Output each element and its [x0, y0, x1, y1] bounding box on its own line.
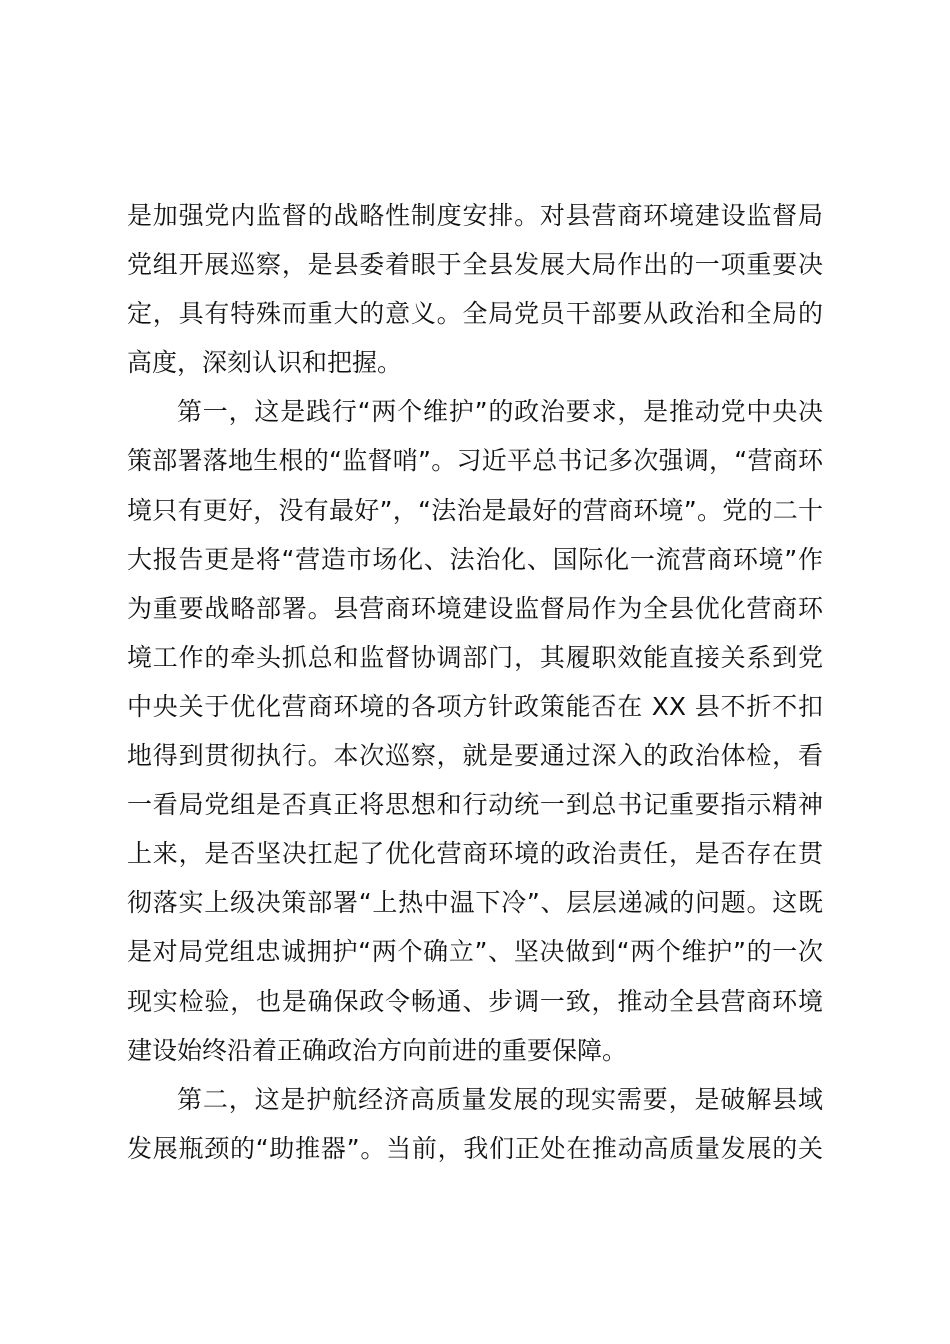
text-line: 第一，这是践行“两个维护”的政治要求，是推动党中央决	[177, 397, 823, 427]
text-line: 为重要战略部署。县营商环境建设监督局作为全县优化营商环	[127, 593, 823, 623]
text-line: 彻落实上级决策部署“上热中温下冷”、层层递减的问题。这既	[127, 888, 823, 918]
text-line: 上来，是否坚决扛起了优化营商环境的政治责任，是否存在贯	[127, 839, 823, 869]
text-line: 中央关于优化营商环境的各项方针政策能否在 XX 县不折不扣	[127, 691, 823, 721]
paragraph-3	[127, 1075, 823, 1173]
text-line: 境只有更好，没有最好”，“法治是最好的营商环境”。党的二十	[127, 495, 823, 525]
text-line: 高度，深刻认识和把握。	[127, 348, 403, 378]
body-text	[127, 191, 823, 1173]
text-line: 地得到贯彻执行。本次巡察，就是要通过深入的政治体检，看	[127, 741, 823, 771]
text-line: 境工作的牵头抓总和监督协调部门，其履职效能直接关系到党	[127, 642, 823, 672]
text-line: 一看局党组是否真正将思想和行动统一到总书记重要指示精神	[127, 790, 823, 820]
text-line: 现实检验，也是确保政令畅通、步调一致，推动全县营商环境	[127, 986, 823, 1016]
text-line: 是对局党组忠诚拥护“两个确立”、坚决做到“两个维护”的一次	[127, 937, 823, 967]
text-line: 发展瓶颈的“助推器”。当前，我们正处在推动高质量发展的关	[127, 1133, 823, 1163]
paragraph-1	[127, 191, 823, 387]
text-line: 策部署落地生根的“监督哨”。习近平总书记多次强调，“营商环	[127, 446, 823, 476]
text-line: 党组开展巡察，是县委着眼于全县发展大局作出的一项重要决	[127, 250, 823, 280]
text-line: 是加强党内监督的战略性制度安排。对县营商环境建设监督局	[127, 201, 823, 230]
text-line: 第二，这是护航经济高质量发展的现实需要，是破解县域	[177, 1084, 823, 1114]
text-line: 建设始终沿着正确政治方向前进的重要保障。	[127, 1035, 628, 1065]
text-line: 大报告更是将“营造市场化、法治化、国际化一流营商环境”作	[127, 544, 823, 574]
paragraph-2	[127, 387, 823, 1074]
text-line: 定，具有特殊而重大的意义。全局党员干部要从政治和全局的	[127, 299, 823, 329]
